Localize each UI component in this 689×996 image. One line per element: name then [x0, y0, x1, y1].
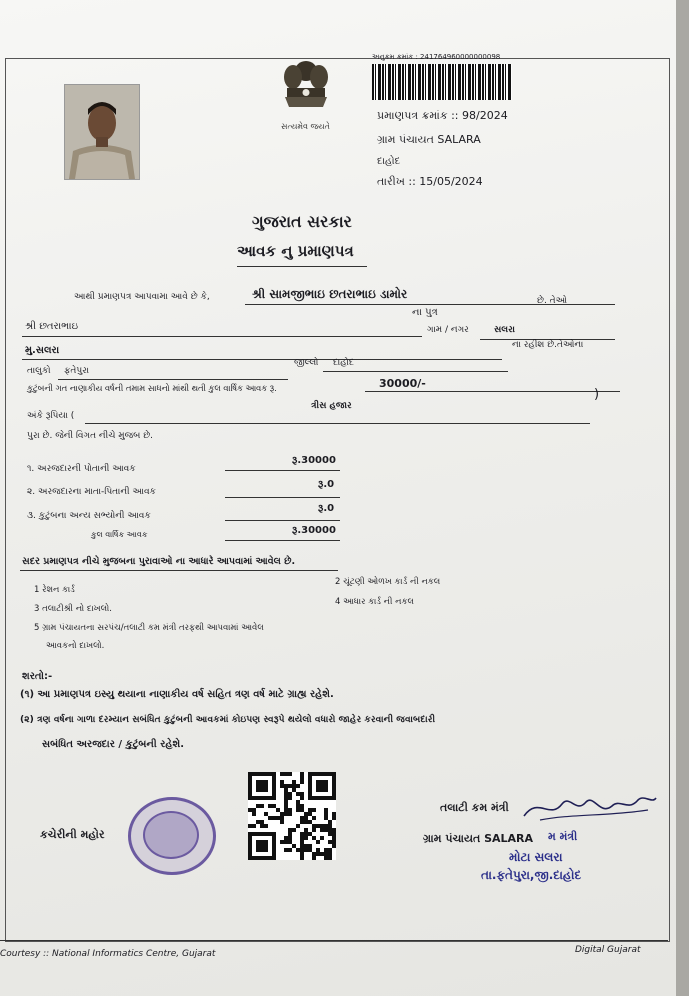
amount-in-words: ત્રીસ હજાર	[311, 401, 352, 411]
digital-gujarat-label: Digital Gujarat	[575, 945, 641, 955]
income-row-label: ૨. અરજદારના માતા-પિતાની આવક	[27, 487, 156, 497]
signatory-office: ગ્રામ પંચાયત SALARA	[423, 832, 534, 845]
header-district: દાહોદ	[377, 156, 401, 167]
income-total-label: કુલ વાર્ષિક આવક	[91, 530, 148, 539]
district-name: દાહોદ	[333, 358, 354, 368]
evidence-item: 4 આધાર કાર્ડ ની નકલ	[335, 597, 414, 607]
locality-underline	[22, 359, 502, 360]
title-underline	[237, 266, 367, 267]
taluka-name: ફતેપુરા	[64, 366, 90, 376]
evidence-item: 3 તલાટીશ્રી નો દાખલો.	[34, 604, 112, 614]
evidence-item: 2 ચૂંટણી ઓળખ કાર્ડ ની નકલ	[335, 577, 441, 587]
income-sentence: કુટુંબની ગત નાણાકીય વર્ષની તમામ સાધનો માંથી થતી કુલ વાર્ષિક આવક રૂ.	[27, 383, 277, 393]
income-row-amount: રૂ.0	[318, 479, 335, 490]
signature	[520, 786, 660, 826]
words-close: )	[594, 387, 600, 402]
income-row-line	[225, 497, 340, 498]
government-title: ગુજરાત સરકાર	[252, 212, 352, 231]
income-underline	[365, 391, 620, 392]
applicant-photo	[64, 84, 140, 180]
income-total-amount: રૂ.30000	[292, 525, 336, 536]
term-item: (૨) ત્રણ વર્ષના ગાળા દરમ્યાન સબંધિત કુટુંબની આવકમાં કોઇપણ સ્વરૂપે થયેલો વધારો જાહેર કરવાની જવાબદારી	[20, 714, 436, 725]
district-underline	[323, 371, 508, 372]
district-label: જીલ્લો	[294, 358, 319, 368]
income-row-line	[225, 520, 340, 521]
stamp-line-1: મ મંત્રી	[548, 830, 578, 843]
father-name: શ્રી છતરાભાઇ	[25, 321, 79, 332]
certificate-number: પ્રમાણપત્ર ક્રમાંક :: 98/2024	[377, 109, 508, 122]
taluka-label: તાલુકો	[27, 366, 51, 376]
stamp-line-3: તા.ફતેપુરા,જી.દાહોદ	[481, 868, 582, 882]
words-label: અંકે રૂપિયા (	[27, 411, 75, 421]
village-label: ગામ / નગર	[427, 325, 469, 335]
panchayat-name: ગ્રામ પંચાયત SALARA	[377, 133, 481, 146]
terms-heading: શરતો:-	[22, 671, 53, 682]
footer-rule	[0, 940, 668, 941]
details-line: પુરા છે. જેની વિગત નીચે મુજબ છે.	[27, 431, 154, 441]
barcode	[372, 64, 512, 100]
national-emblem-icon	[275, 55, 337, 121]
income-amount: 30000/-	[379, 377, 426, 390]
evidence-item: 5 ગ્રામ પંચાયતના સરપંચ/તલાટી કમ મંત્રી તરફથી આપવામાં આવેલ	[34, 623, 264, 633]
applicant-name: શ્રી સામજીભાઇ છતરાભાઇ ડામોર	[252, 287, 408, 301]
certificate-title: આવક નુ પ્રમાણપત્ર	[237, 242, 354, 260]
evidence-heading: સદર પ્રમાણપત્ર નીચે મુજબના પુરાવાઓ ના આધારે આપવામાં આવેલ છે.	[22, 556, 296, 567]
father-underline	[22, 336, 422, 337]
term-item: સબંધિત અરજદાર / કુટુંબની રહેશે.	[42, 739, 184, 750]
income-row-label: ૧. અરજદારની પોતાની આવક	[27, 464, 136, 474]
income-total-line	[225, 540, 340, 541]
income-row-amount: રૂ.0	[318, 503, 335, 514]
relation-text: ના પુત્ર	[412, 307, 438, 318]
term-item: (૧) આ પ્રમાણપત્ર ઇસ્યુ થયાના નાણાકીય વર્ષ સહિત ત્રણ વર્ષ માટે ગ્રાહ્ય રહેશે.	[20, 689, 334, 700]
signatory-title: તલાટી કમ મંત્રી	[440, 801, 509, 814]
intro-text: આથી પ્રમાણપત્ર આપવામા આવે છે કે,	[74, 292, 210, 302]
qr-code	[248, 772, 336, 860]
words-underline	[85, 423, 590, 424]
courtesy-note: Courtesy :: National Informatics Centre, Gujarat	[0, 949, 216, 959]
evidence-item: 1 રેશન કાર્ડ	[34, 585, 75, 595]
income-row-amount: રૂ.30000	[292, 455, 336, 466]
taluka-underline	[58, 379, 288, 380]
they-are-text: છે. તેઓ	[537, 296, 568, 306]
evidence-item: આવકનો દાખલો.	[46, 641, 105, 651]
evidence-underline	[20, 570, 338, 571]
village-name: સલરા	[494, 325, 515, 335]
locality-name: મુ.સલરા	[25, 345, 60, 356]
income-row-line	[225, 470, 340, 471]
emblem-caption: સત્યમેવ જયતે	[281, 122, 330, 131]
stamp-line-2: મોટા સલરા	[509, 850, 563, 864]
resident-text: ના રહીશ છે.તેઓના	[512, 340, 584, 350]
income-row-label: ૩. કુટુંબના અન્ય સભ્યોની આવક	[27, 511, 151, 521]
issue-date: તારીખ :: 15/05/2024	[377, 175, 483, 188]
office-seal-stamp	[128, 797, 216, 875]
office-seal-label: કચેરીની મહોર	[40, 828, 105, 841]
serial-number: અનુક્રમ ક્રમાંક : 241764960000000098	[372, 53, 501, 61]
